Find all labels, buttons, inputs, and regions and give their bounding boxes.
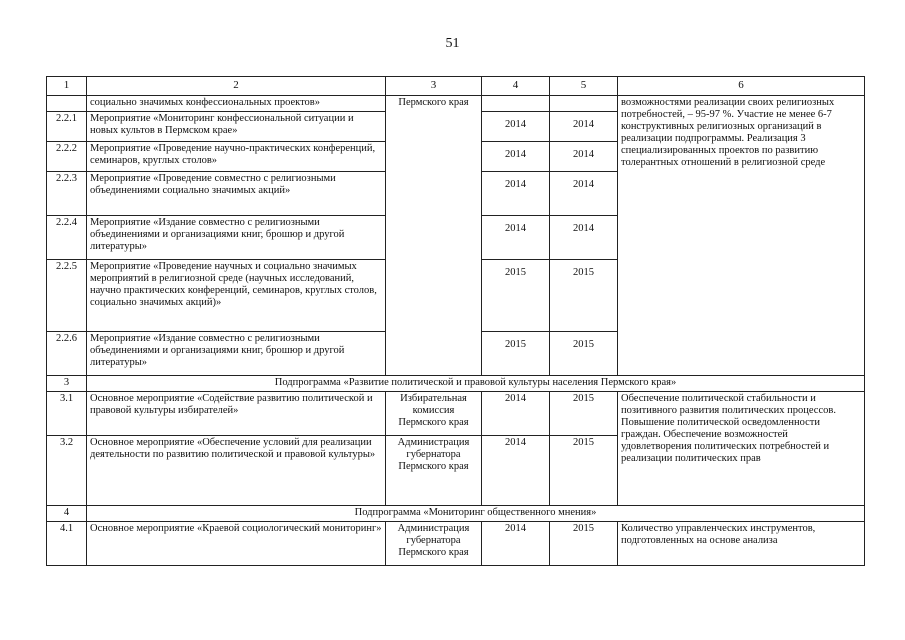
- row-number: 2.2.1: [47, 112, 87, 142]
- start-year: 2015: [505, 339, 526, 350]
- subprogram-title: Подпрограмма «Развитие политической и правовой культуры населения Пермского края»: [87, 376, 865, 392]
- activity-text: Мероприятие «Проведение научно-практических конференций, семинаров, круглых столов»: [87, 142, 386, 172]
- end-year: 2015: [550, 522, 618, 566]
- row-number: 4: [47, 506, 87, 522]
- row-number: 2.2.3: [47, 172, 87, 216]
- program-table: [46, 76, 865, 566]
- activity-text: Мероприятие «Мониторинг конфессиональной ситуации и новых культов в Пермском крае»: [87, 112, 386, 142]
- start-year: [482, 96, 550, 112]
- header-cell: 2: [87, 77, 386, 96]
- subprogram-title: Подпрограмма «Мониторинг общественного мнения»: [87, 506, 865, 522]
- header-cell: 4: [482, 77, 550, 96]
- table-row: [47, 392, 865, 436]
- result-cell: возможностями реализации своих религиозных потребностей, – 95-97 %. Участие не менее 6-7 конструктивных религиозных организаций в реализации подпрограммы. Реализация 3 специализированных проектов по развитию толерантных отношений в религиозной среде: [618, 96, 865, 376]
- activity-text: Основное мероприятие «Содействие развитию политической и правовой культуры избирателей»: [87, 392, 386, 436]
- end-year: [550, 96, 618, 112]
- header-cell: 6: [618, 77, 865, 96]
- executor-cell: Администрация губернатора Пермского края: [386, 436, 482, 506]
- subprogram-row: [47, 506, 865, 522]
- header-cell: 5: [550, 77, 618, 96]
- end-year: 2015: [550, 392, 618, 436]
- start-year: 2014: [505, 223, 526, 234]
- executor-cell: Избирательная комиссия Пермского края: [386, 392, 482, 436]
- end-year: 2015: [573, 339, 594, 350]
- header-row: [47, 77, 865, 96]
- end-year: 2014: [573, 119, 594, 130]
- page-number: 51: [445, 36, 460, 51]
- row-number: [47, 96, 87, 112]
- row-number: 2.2.5: [47, 260, 87, 332]
- end-year: 2014: [573, 179, 594, 190]
- table-row: [47, 96, 865, 112]
- start-year: 2014: [505, 119, 526, 130]
- row-number: 2.2.6: [47, 332, 87, 376]
- start-year: 2014: [505, 149, 526, 160]
- end-year: 2015: [573, 267, 594, 278]
- subprogram-row: [47, 376, 865, 392]
- end-year: 2015: [550, 436, 618, 506]
- header-cell: 1: [47, 77, 87, 96]
- activity-text: социально значимых конфессиональных проектов»: [87, 96, 386, 112]
- row-number: 3: [47, 376, 87, 392]
- row-number: 2.2.4: [47, 216, 87, 260]
- end-year: 2014: [573, 149, 594, 160]
- activity-text: Мероприятие «Издание совместно с религиозными объединениями и организациями книг, брошюр и другой литературы»: [87, 216, 386, 260]
- table-row: [47, 522, 865, 566]
- row-number: 2.2.2: [47, 142, 87, 172]
- executor-cell: Пермского края: [386, 96, 482, 376]
- start-year: 2014: [505, 179, 526, 190]
- result-cell: Обеспечение политической стабильности и позитивного развития политических процессов. Повышение политической осведомленности граждан. Обеспечение возможностей удовлетворения политических потребностей и реализации политических прав: [618, 392, 865, 506]
- end-year: 2014: [573, 223, 594, 234]
- activity-text: Мероприятие «Издание совместно с религиозными объединениями и организациями книг, брошюр и другой литературы»: [87, 332, 386, 376]
- activity-text: Мероприятие «Проведение совместно с религиозными объединениями социально значимых акций»: [87, 172, 386, 216]
- header-cell: 3: [386, 77, 482, 96]
- row-number: 3.1: [47, 392, 87, 436]
- row-number: 3.2: [47, 436, 87, 506]
- executor-cell: Администрация губернатора Пермского края: [386, 522, 482, 566]
- activity-text: Мероприятие «Проведение научных и социально значимых мероприятий в религиозной среде (научных исследований, научно практических конференций, семинаров, круглых столов, социально значимых акций)»: [87, 260, 386, 332]
- activity-text: Основное мероприятие «Краевой социологический мониторинг»: [87, 522, 386, 566]
- start-year: 2014: [482, 436, 550, 506]
- row-number: 4.1: [47, 522, 87, 566]
- start-year: 2014: [482, 392, 550, 436]
- activity-text: Основное мероприятие «Обеспечение условий для реализации деятельности по развитию политической и правовой культуры»: [87, 436, 386, 506]
- start-year: 2014: [482, 522, 550, 566]
- start-year: 2015: [505, 267, 526, 278]
- result-cell: Количество управленческих инструментов, подготовленных на основе анализа: [618, 522, 865, 566]
